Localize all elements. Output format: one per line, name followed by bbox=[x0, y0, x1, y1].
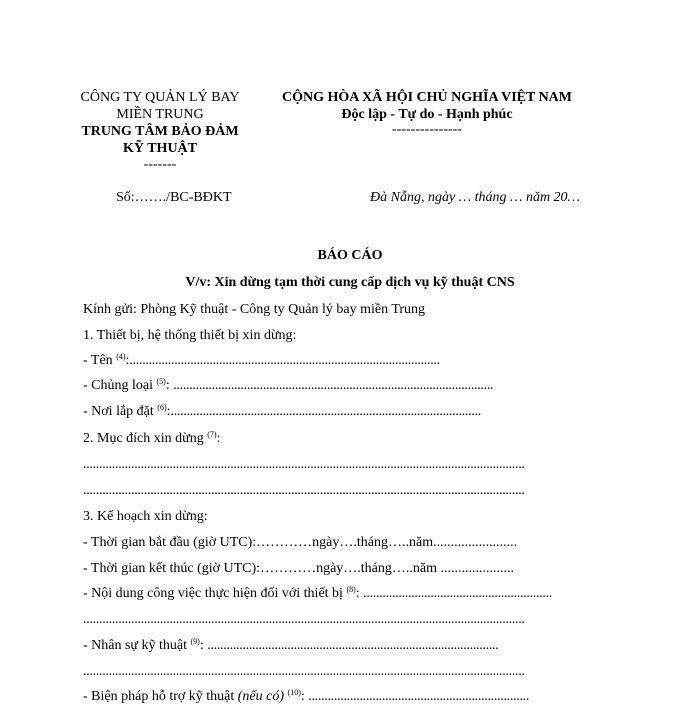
support-measures-label: - Biện pháp hỗ trợ kỹ thuật bbox=[83, 689, 238, 704]
staff-line bbox=[83, 637, 505, 654]
colon: : bbox=[216, 431, 221, 446]
support-if-any: (nếu có) bbox=[237, 689, 285, 704]
recipient: Kính gửi: Phòng Kỹ thuật - Công ty Quản lý bay miền Trung bbox=[83, 302, 426, 317]
left-header-separator: ------- bbox=[143, 157, 177, 172]
report-title: BÁO CÁO bbox=[317, 248, 383, 263]
equipment-type-label: - Chủng loại bbox=[83, 378, 157, 393]
report-subject: V/v: Xin dừng tạm thời cung cấp dịch vụ kỹ thuật CNS bbox=[185, 275, 515, 290]
equipment-location-label: - Nơi lắp đặt bbox=[83, 404, 158, 419]
purpose-dotted-line-1: .......................................................................................................................................... bbox=[83, 457, 525, 472]
support-measures-line bbox=[83, 688, 530, 705]
note-ref-9: (9) bbox=[190, 637, 200, 646]
note-ref-10: (10) bbox=[287, 688, 301, 697]
note-ref-8: (8) bbox=[346, 585, 356, 594]
section-3-heading: 3. Kế hoạch xin dừng: bbox=[83, 509, 208, 524]
work-content-dotted-line: .......................................................................................................................................... bbox=[83, 612, 525, 627]
colon: : bbox=[199, 638, 208, 653]
colon: : bbox=[166, 404, 171, 419]
equipment-name-dots: ................................................................................................. bbox=[129, 353, 440, 368]
place-date: Đà Nẵng, ngày … tháng … năm 20… bbox=[370, 190, 581, 205]
work-content-label: - Nội dung công việc thực hiện đối với thiết bị bbox=[83, 586, 347, 601]
colon: : bbox=[300, 689, 309, 704]
support-measures-dots: ..................................................................... bbox=[308, 689, 530, 704]
country-name: CỘNG HÒA XÃ HỘI CHỦ NGHĨA VIỆT NAM bbox=[281, 90, 572, 105]
note-ref-4: (4) bbox=[116, 352, 126, 361]
equipment-type-dots: .................................................................................................... bbox=[173, 378, 494, 393]
equipment-location-line bbox=[83, 403, 506, 420]
note-ref-5: (5) bbox=[156, 377, 166, 386]
colon: : bbox=[355, 586, 364, 601]
note-ref-7: (7) bbox=[207, 430, 217, 439]
staff-label: - Nhân sự kỹ thuật bbox=[83, 638, 191, 653]
start-time-line: - Thời gian bắt đầu (giờ UTC):…………ngày….tháng…..năm........................ bbox=[83, 535, 518, 550]
motto: Độc lập - Tự do - Hạnh phúc bbox=[341, 107, 513, 122]
equipment-name-line bbox=[83, 352, 508, 369]
equipment-name-label: - Tên bbox=[83, 353, 117, 368]
section-2-heading bbox=[83, 430, 220, 447]
org-name-line1: CÔNG TY QUẢN LÝ BAY bbox=[80, 90, 240, 105]
staff-dotted-line: .......................................................................................................................................... bbox=[83, 664, 525, 679]
equipment-type-line bbox=[83, 377, 508, 394]
work-content-dots: ........................................................... bbox=[363, 586, 552, 601]
purpose-dotted-line-2: .......................................................................................................................................... bbox=[83, 483, 525, 498]
note-ref-6: (6) bbox=[157, 403, 167, 412]
staff-dots: ........................................................................................... bbox=[207, 638, 499, 653]
work-content-line bbox=[83, 585, 552, 602]
right-header-separator: --------------- bbox=[392, 122, 462, 137]
unit-name-line1: TRUNG TÂM BẢO ĐẢM bbox=[81, 124, 239, 139]
colon: : bbox=[165, 378, 174, 393]
colon: : bbox=[125, 353, 130, 368]
document-number: Số:……./BC-BĐKT bbox=[116, 190, 232, 205]
org-name-line2: MIỀN TRUNG bbox=[116, 107, 204, 122]
unit-name-line2: KỸ THUẬT bbox=[122, 141, 198, 156]
section-1-heading: 1. Thiết bị, hệ thống thiết bị xin dừng: bbox=[83, 328, 297, 343]
end-time-line: - Thời gian kết thúc (giờ UTC):…………ngày….tháng…..năm ..................... bbox=[83, 561, 514, 576]
section-2-heading-text: 2. Mục đích xin dừng bbox=[83, 431, 208, 446]
equipment-location-dots: ................................................................................................. bbox=[170, 404, 481, 419]
